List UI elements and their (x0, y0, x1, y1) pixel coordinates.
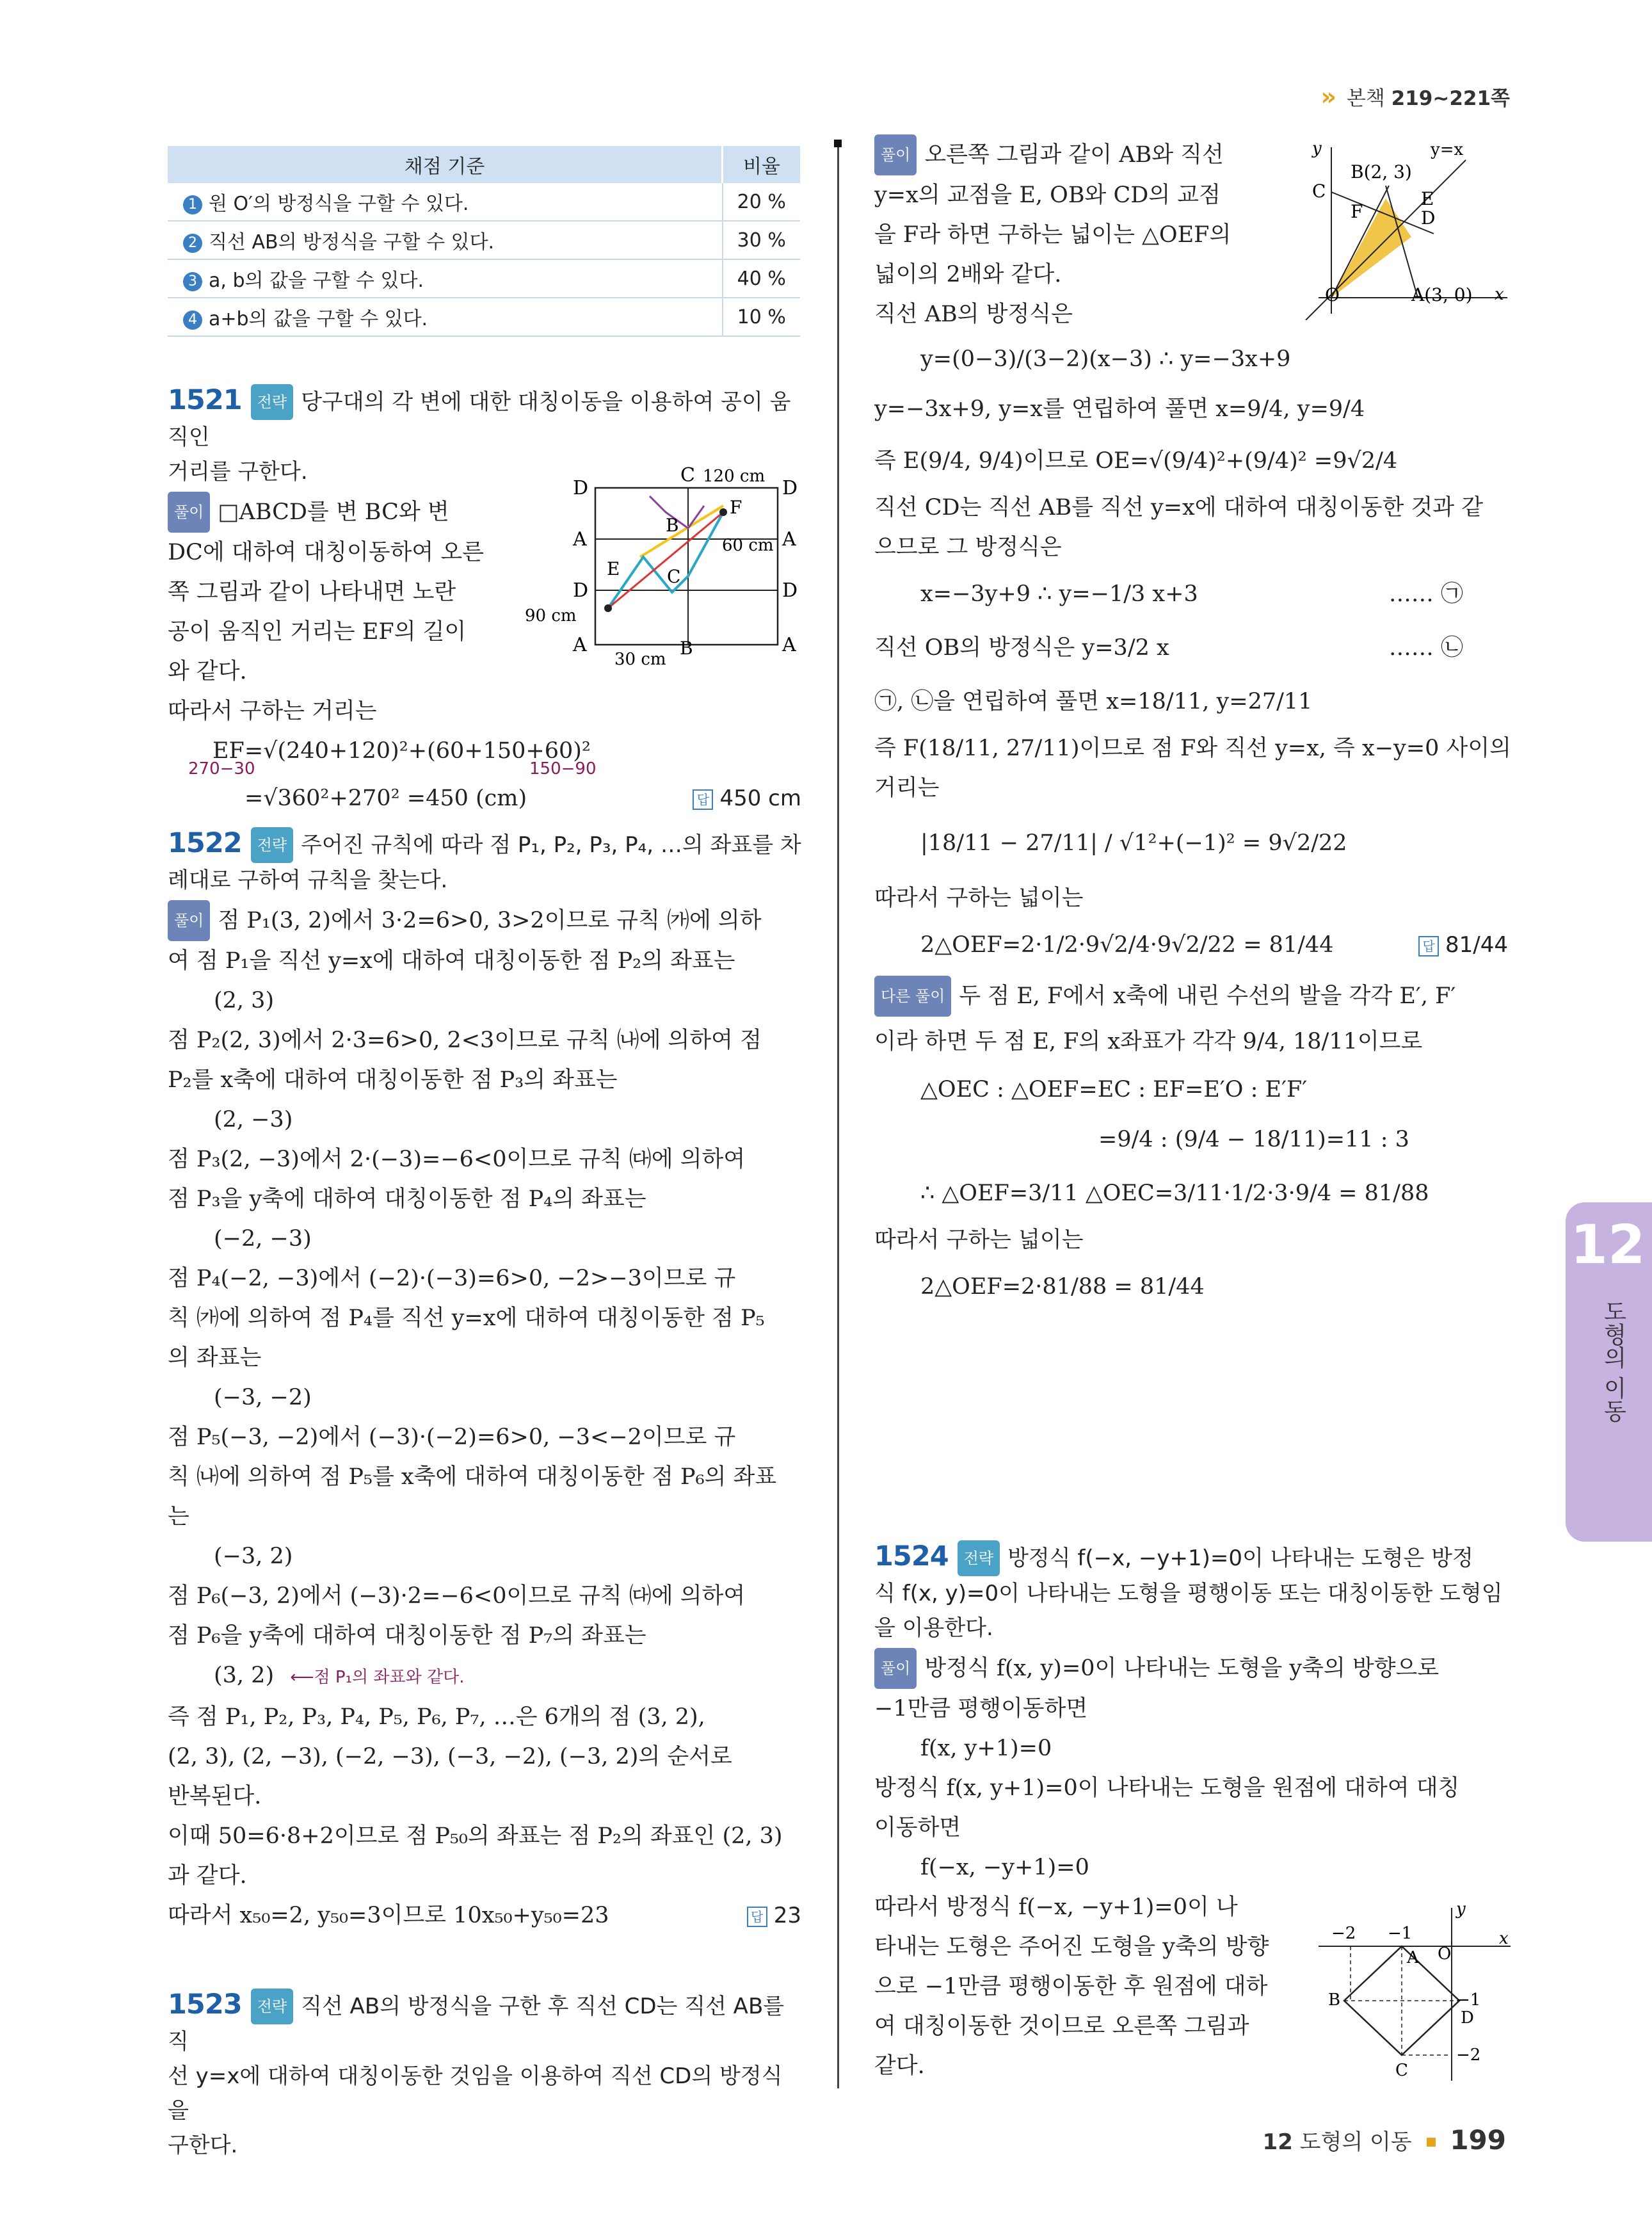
page-footer (1263, 2124, 1506, 2156)
alt-solution-line (874, 976, 1508, 1017)
strategy-text: 방정식 f(−x, −y+1)=0이 나타내는 도형은 방정 (1007, 1545, 1473, 1571)
strategy-text: 선 y=x에 대하여 대칭이동한 것임을 이용하여 직선 CD의 방정식을 (168, 2063, 783, 2124)
outer-rect (595, 488, 778, 645)
solution-line: 와 같다. (168, 659, 247, 684)
solution-line: 과 같다. (168, 1863, 247, 1889)
solution-line: 을 F라 하면 구하는 넓이는 △OEF의 (874, 222, 1231, 248)
equation-mark: …… ㉠ (1388, 581, 1463, 607)
alt-solution-line: ∴ △OEF=3/11 △OEC=3/11·1/2·3·9/4 = 81/88 (920, 1181, 1429, 1206)
solution-line: y=x의 교점을 E, OB와 CD의 교점 (874, 182, 1221, 208)
header-ratio: 비율 (723, 146, 801, 183)
solution-line: f(x, y+1)=0 (920, 1736, 1052, 1761)
solution-line: f(−x, −y+1)=0 (920, 1855, 1089, 1880)
strategy-text: 직선 AB의 방정식을 구한 후 직선 CD는 직선 AB를 직 (168, 1994, 785, 2054)
solution-line: 즉 점 P₁, P₂, P₃, P₄, P₅, P₆, P₇, …은 6개의 점 (3, 2), (168, 1704, 705, 1730)
strategy-text: 주어진 규칙에 따라 점 P₁, P₂, P₃, P₄, …의 좌표를 차 (301, 832, 801, 858)
label-c: C (667, 566, 681, 587)
label-a: A(3, 0) (1411, 284, 1473, 305)
alt-solution-tag: 다른 풀이 (874, 976, 951, 1017)
ratio-value: 40 % (723, 259, 801, 298)
point-f (719, 508, 727, 516)
side-note: 점 P₁의 좌표와 같다. (314, 1668, 465, 1687)
solution-tag: 풀이 (168, 492, 210, 533)
label-a: A (782, 528, 796, 551)
solution-line: 반복된다. (168, 1784, 262, 1809)
solution-line: −1만큼 평행이동하면 (874, 1696, 1088, 1722)
table-header (168, 146, 800, 183)
label-b: B (1328, 1990, 1341, 2010)
equation-line (874, 567, 1508, 621)
alt-solution-line: 따라서 구하는 넓이는 (874, 1227, 1084, 1253)
criteria-text: a+b의 값을 구할 수 있다. (209, 308, 428, 330)
figure-1521-billiard (512, 461, 813, 672)
label-d: D (573, 477, 589, 499)
scoring-table (168, 146, 800, 337)
label-f: F (730, 497, 742, 518)
answer (747, 1896, 801, 1935)
double-chevron-icon: » (1320, 83, 1337, 111)
strategy-text: 례대로 구하여 규칙을 찾는다. (168, 867, 448, 893)
arrow-left-icon: ⟵ (290, 1668, 314, 1687)
solution-line: 따라서 방정식 f(−x, −y+1)=0이 나 (874, 1894, 1238, 1920)
solution-line: 여 점 P₁을 직선 y=x에 대하여 대칭이동한 점 P₂의 좌표는 (168, 948, 735, 974)
equation-line: |18/11 − 27/11| / √1²+(−1)² = 9√2/22 (920, 830, 1347, 856)
solution-line: 점 P₃을 y축에 대하여 대칭이동한 점 P₄의 좌표는 (168, 1186, 646, 1212)
answer-value: 450 cm (719, 786, 801, 811)
solution-line: 점 P₃(2, −3)에서 2·(−3)=−6<0이므로 규칙 ㈐에 의하여 (168, 1147, 746, 1172)
equation-line: y=−3x+9, y=x를 연립하여 풀면 x=9/4, y=9/4 (874, 396, 1365, 422)
equation-line (874, 621, 1508, 675)
equation-line: y=(0−3)/(3−2)(x−3) ∴ y=−3x+9 (920, 346, 1291, 372)
solution-text: 방정식 f(x, y)=0이 나타내는 도형을 y축의 방향으로 (924, 1656, 1439, 1681)
annotation: 270−30 (188, 759, 255, 779)
solution-line: 는 (168, 1504, 189, 1529)
label-d: D (1421, 207, 1436, 229)
solution-line: 따라서 구하는 넓이는 (874, 885, 1084, 911)
solution-line: (2, 3), (2, −3), (−2, −3), (−3, −2), (−3, 2)의 순서로 (168, 1744, 732, 1770)
label-minus-2: −2 (1331, 1924, 1356, 1943)
solution-text: 따라서 x₅₀=2, y₅₀=3이므로 10x₅₀+y₅₀=23 (168, 1903, 609, 1928)
answer-value: 81/44 (1445, 932, 1508, 958)
answer-value: 23 (773, 1903, 801, 1928)
label-d: D (573, 579, 589, 602)
label-a: A (573, 528, 587, 551)
number-badge: 1 (183, 195, 202, 214)
solution-line: 으므로 그 방정식은 (874, 535, 1062, 560)
header-criteria: 채점 기준 (168, 146, 723, 183)
ratio-value: 30 % (723, 221, 801, 259)
equation-text: 2△OEF=2·1/2·9√2/4·9√2/22 = 81/44 (920, 932, 1334, 958)
solution-line (168, 900, 801, 941)
solution-line: (2, −3) (214, 1107, 293, 1133)
solution-tag: 풀이 (168, 900, 210, 941)
problem-number: 1523 (168, 1989, 242, 2021)
solution-line: 넓이의 2배와 같다. (874, 262, 1062, 287)
label-60cm: 60 cm (722, 536, 774, 555)
equation-text: =√360²+270² =450 (cm) (245, 786, 527, 811)
label-c: C (1395, 2061, 1408, 2080)
number-badge: 3 (183, 272, 202, 291)
solution-line: 여 대칭이동한 것이므로 오른쪽 그림과 (874, 2013, 1249, 2039)
strategy-1524 (874, 1539, 1508, 1645)
alt-solution-line: △OEC : △OEF=EC : EF=E′O : E′F′ (920, 1077, 1308, 1102)
solution-text: 두 점 E, F에서 x축에 내린 수선의 발을 각각 E′, F′ (959, 983, 1456, 1009)
alt-solution-line: 이라 하면 두 점 E, F의 x좌표가 각각 9/4, 18/11이므로 (874, 1029, 1423, 1054)
problem-1523-header (168, 1987, 801, 2163)
solution-line: 점 P₅(−3, −2)에서 (−3)·(−2)=6>0, −3<−2이므로 규 (168, 1424, 736, 1450)
problem-number: 1521 (168, 384, 242, 416)
solution-line: (−3, −2) (214, 1385, 312, 1410)
solution-line: 칙 ㈏에 의하여 점 P₅를 x축에 대하여 대칭이동한 점 P₆의 좌표 (168, 1464, 777, 1490)
strategy-text: 당구대의 각 변에 대한 대칭이동을 이용하여 공이 움직인 (168, 389, 791, 450)
solution-line: 즉 F(18/11, 27/11)이므로 점 F와 직선 y=x, 즉 x−y=0 사이의 (874, 736, 1511, 761)
criteria-text: a, b의 값을 구할 수 있다. (209, 270, 424, 292)
ref-pages: 219~221쪽 (1391, 87, 1510, 110)
label-120cm: 120 cm (703, 467, 766, 486)
solution-line: 이때 50=6·8+2이므로 점 P₅₀의 좌표는 점 P₂의 좌표인 (2, 3) (168, 1823, 783, 1849)
ref-label: 본책 (1346, 87, 1385, 110)
strategy-tag: 전략 (251, 384, 293, 420)
strategy-text: 거리를 구한다. (168, 459, 308, 485)
solution-line: 점 P₂(2, 3)에서 2·3=6>0, 2<3이므로 규칙 ㈏에 의하여 점 (168, 1028, 762, 1053)
solution-line: P₂를 x축에 대하여 대칭이동한 점 P₃의 좌표는 (168, 1067, 618, 1093)
solution-line: 점 P₄(−2, −3)에서 (−2)·(−3)=6>0, −2>−3이므로 규 (168, 1266, 736, 1291)
chapter-tab-title: 도형의 이동 (1600, 1300, 1626, 1423)
column-divider (837, 142, 839, 2088)
alt-solution-line: 2△OEF=2·81/88 = 81/44 (920, 1274, 1205, 1300)
table-row (168, 298, 800, 336)
label-y-minus-2: −2 (1456, 2045, 1481, 2065)
figure-1523-graph (1287, 134, 1517, 320)
solution-line (168, 1656, 801, 1697)
label-y-eq-x: y=x (1431, 140, 1464, 159)
label-d: D (782, 579, 798, 602)
page-reference (1320, 82, 1510, 111)
chapter-tab-number: 12 (1570, 1213, 1646, 1276)
path-yellow (640, 506, 723, 557)
label-a: A (782, 634, 796, 656)
solution-line: DC에 대하여 대칭이동하여 오른 (168, 540, 484, 565)
solution-tag: 풀이 (874, 134, 917, 175)
label-d: D (782, 477, 798, 499)
label-30cm: 30 cm (614, 650, 666, 669)
number-badge: 4 (183, 311, 202, 330)
label-d: D (1461, 2008, 1474, 2028)
solution-line: 쪽 그림과 같이 나타내면 노란 (168, 579, 456, 605)
solution-line: 으로 −1만큼 평행이동한 후 원점에 대하 (874, 1974, 1268, 1999)
label-minus-1: −1 (1388, 1924, 1413, 1943)
equation-line: ㉠, ㉡을 연립하여 풀면 x=18/11, y=27/11 (874, 689, 1313, 714)
solution-line: (−3, 2) (214, 1544, 293, 1569)
label-x: x (1495, 285, 1504, 304)
footer-chapter: 12 (1262, 2129, 1293, 2155)
answer-mark-icon: 답 (1418, 936, 1439, 956)
footer-title: 도형의 이동 (1299, 2129, 1412, 2155)
label-x: x (1499, 1929, 1509, 1948)
label-f: F (1351, 201, 1363, 222)
solution-line: (2, 3) (214, 988, 275, 1013)
label-o: O (1325, 284, 1340, 305)
solution-line: 직선 CD는 직선 AB를 직선 y=x에 대하여 대칭이동한 것과 같 (874, 495, 1484, 520)
solution-line: 점 P₆(−3, 2)에서 (−3)·2=−6<0이므로 규칙 ㈐에 의하여 (168, 1583, 746, 1609)
square-bullet-icon (1427, 2138, 1436, 2147)
equation-line (168, 779, 801, 818)
ratio-value: 20 % (723, 183, 801, 221)
equation-line: EF=√(240+120)²+(60+150+60)² (213, 738, 591, 764)
solution-text: (3, 2) (214, 1663, 275, 1688)
label-e: E (607, 558, 620, 579)
solution-line: 칙 ㈎에 의하여 점 P₄를 직선 y=x에 대하여 대칭이동한 점 P₅ (168, 1305, 765, 1331)
solution-tag: 풀이 (874, 1648, 917, 1689)
solution-line: 의 좌표는 (168, 1345, 262, 1371)
solution-text: □ABCD를 변 BC와 변 (218, 499, 449, 525)
problem-number: 1524 (874, 1540, 949, 1572)
label-a: A (573, 634, 587, 656)
strategy-1522 (168, 826, 801, 898)
criteria-text: 직선 AB의 방정식을 구할 수 있다. (209, 231, 495, 254)
ratio-value: 10 % (723, 298, 801, 336)
table-row (168, 183, 800, 221)
solution-line: 이동하면 (874, 1815, 961, 1841)
solution-line: (−2, −3) (214, 1226, 312, 1252)
strategy-tag: 전략 (958, 1540, 1000, 1576)
equation-line: 즉 E(9/4, 9/4)이므로 OE=√(9/4)²+(9/4)² =9√2/4 (874, 448, 1398, 474)
answer-mark-icon: 답 (747, 1907, 767, 1927)
solution-line: 거리는 (874, 775, 940, 801)
strategy-tag: 전략 (251, 1989, 293, 2024)
answer (693, 779, 801, 818)
label-y: y (1456, 1900, 1466, 1919)
label-c: C (680, 464, 695, 487)
criteria-text: 원 O′의 방정식을 구할 수 있다. (209, 193, 469, 215)
strategy-1523 (168, 1987, 801, 2163)
label-a: A (1407, 1948, 1419, 1967)
label-y-minus-1: −1 (1456, 1990, 1481, 2010)
figure-1524-graph (1312, 1895, 1517, 2087)
solution-line: 직선 AB의 방정식은 (874, 302, 1073, 327)
label-o: O (1438, 1944, 1452, 1964)
solution-line: 따라서 구하는 거리는 (168, 698, 377, 724)
solution-line: 같다. (874, 2053, 925, 2079)
annotation: 150−90 (529, 759, 597, 779)
label-b: B (680, 638, 693, 659)
equation-mark: …… ㉡ (1388, 635, 1463, 661)
strategy-text: 구한다. (168, 2133, 238, 2158)
label-90cm: 90 cm (525, 606, 577, 625)
page-number: 199 (1450, 2124, 1506, 2156)
solution-text: 점 P₁(3, 2)에서 3·2=6>0, 3>2이므로 규칙 ㈎에 의하 (218, 908, 762, 933)
number-badge: 2 (183, 234, 202, 253)
problem-number: 1522 (168, 827, 242, 859)
solution-line (874, 1648, 1508, 1689)
point-e (604, 604, 612, 612)
strategy-text: 을 이용한다. (874, 1615, 993, 1641)
solution-text: 오른쪽 그림과 같이 AB와 직선 (924, 142, 1224, 168)
equation-line (874, 918, 1508, 972)
solution-line: 타내는 도형은 주어진 도형을 y축의 방향 (874, 1934, 1269, 1960)
table-row (168, 221, 800, 259)
table-row (168, 259, 800, 298)
solution-line (168, 1896, 801, 1935)
alt-solution-line: =9/4 : (9/4 − 18/11)=11 : 3 (1098, 1127, 1409, 1152)
column-divider-mark (834, 140, 842, 147)
label-e: E (1421, 188, 1434, 209)
label-y: y (1312, 139, 1322, 158)
answer-mark-icon: 답 (693, 789, 713, 810)
strategy-text: 식 f(x, y)=0이 나타내는 도형을 평행이동 또는 대칭이동한 도형임 (874, 1581, 1503, 1606)
strategy-tag: 전략 (251, 827, 293, 863)
solution-line: 방정식 f(x, y+1)=0이 나타내는 도형을 원점에 대하여 대칭 (874, 1775, 1460, 1801)
solution-line: 공이 움직인 거리는 EF의 길이 (168, 619, 467, 645)
label-b: B (666, 515, 679, 536)
answer (1418, 918, 1508, 972)
label-c: C (1312, 181, 1326, 202)
equation-text: x=−3y+9 ∴ y=−1/3 x+3 (920, 581, 1198, 607)
label-b: B(2, 3) (1351, 161, 1412, 182)
equation-text: 직선 OB의 방정식은 y=3/2 x (874, 635, 1169, 661)
problem-1522 (168, 826, 801, 1935)
solution-line: 점 P₆을 y축에 대하여 대칭이동한 점 P₇의 좌표는 (168, 1623, 646, 1649)
